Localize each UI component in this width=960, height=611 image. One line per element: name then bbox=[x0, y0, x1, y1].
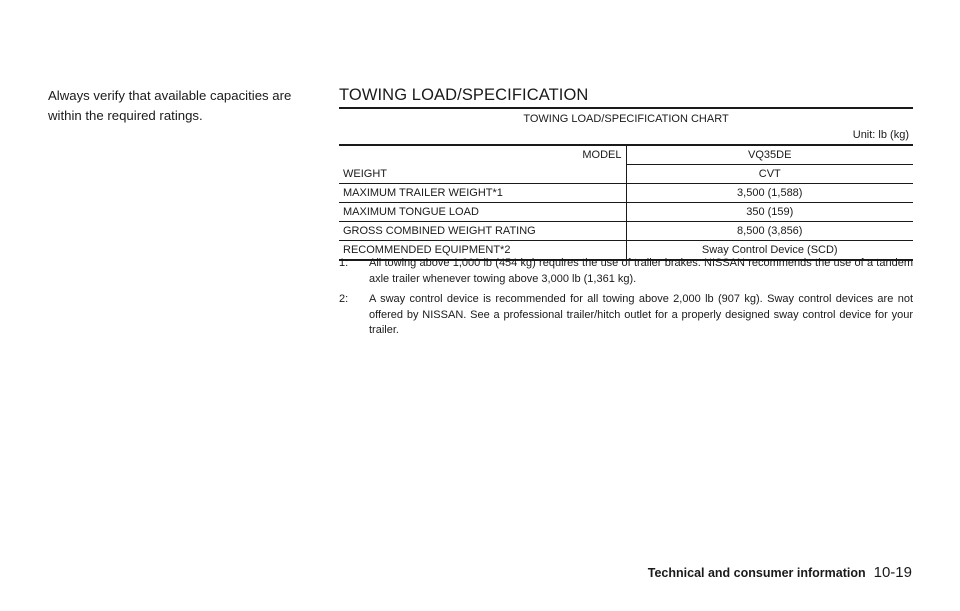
table-row bbox=[339, 222, 913, 241]
towing-spec-table bbox=[339, 107, 913, 261]
row-value: 3,500 (1,588) bbox=[626, 184, 913, 203]
transmission-value: CVT bbox=[626, 165, 913, 184]
footnote bbox=[339, 292, 913, 339]
footnote bbox=[339, 256, 913, 287]
footnote-number: 1: bbox=[339, 257, 349, 269]
row-value: 8,500 (3,856) bbox=[626, 222, 913, 241]
row-value: 350 (159) bbox=[626, 203, 913, 222]
footer-section-name: Technical and consumer information bbox=[647, 566, 866, 580]
row-label: GROSS COMBINED WEIGHT RATING bbox=[339, 222, 626, 241]
row-value: Sway Control Device (SCD) bbox=[626, 241, 913, 261]
section-heading: TOWING LOAD/SPECIFICATION bbox=[339, 86, 589, 104]
weight-label: WEIGHT bbox=[339, 165, 626, 184]
model-label: MODEL bbox=[339, 145, 626, 165]
page-footer bbox=[648, 564, 912, 581]
model-value: VQ35DE bbox=[626, 145, 913, 165]
footnote-text: A sway control device is recommended for all towing above 2,000 lb (907 kg). Sway control devices are not offered by NISSAN. See a professional trailer/hitch outlet for a properly designed sway control device for your trailer. bbox=[369, 293, 913, 336]
row-label: RECOMMENDED EQUIPMENT*2 bbox=[339, 241, 626, 261]
footnotes bbox=[339, 256, 913, 344]
table-row bbox=[339, 203, 913, 222]
row-label: MAXIMUM TONGUE LOAD bbox=[339, 203, 626, 222]
table-row bbox=[339, 184, 913, 203]
intro-paragraph: Always verify that available capacities are within the required ratings. bbox=[48, 88, 292, 123]
table-unit: Unit: lb (kg) bbox=[339, 127, 913, 145]
page-number: 10-19 bbox=[873, 564, 912, 581]
table-title: TOWING LOAD/SPECIFICATION CHART bbox=[339, 108, 913, 127]
footnote-text: All towing above 1,000 lb (454 kg) requires the use of trailer brakes. NISSAN recommends the use of a tandem axle trailer whenever towing above 3,000 lb (1,361 kg). bbox=[369, 257, 913, 285]
row-label: MAXIMUM TRAILER WEIGHT*1 bbox=[339, 184, 626, 203]
footnote-number: 2: bbox=[339, 293, 349, 305]
